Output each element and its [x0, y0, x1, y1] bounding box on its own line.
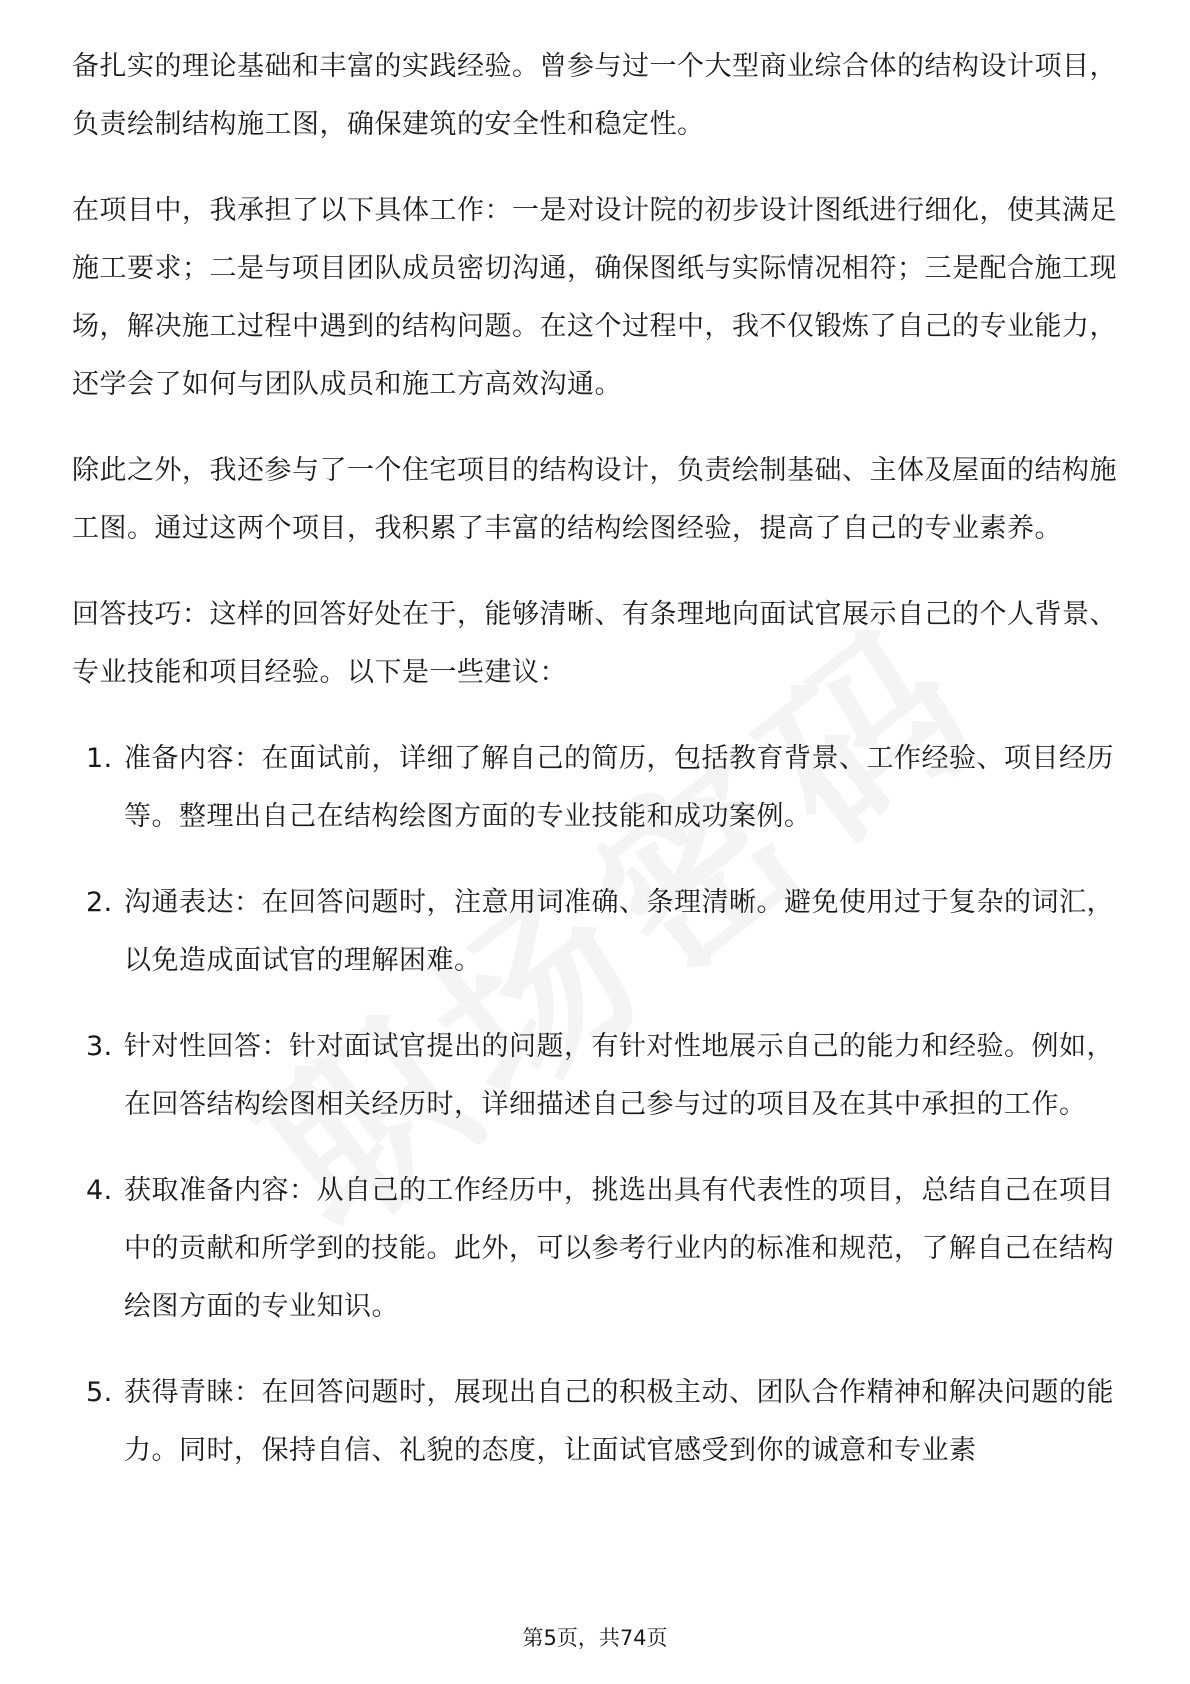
list-text: 沟通表达：在回答问题时，注意用词准确、条理清晰。避免使用过于复杂的词汇，以免造成面试官的理解困难。: [124, 887, 1114, 976]
list-number: 4.: [86, 1175, 113, 1206]
list-text: 准备内容：在面试前，详细了解自己的简历，包括教育背景、工作经验、项目经历等。整理出自己在结构绘图方面的专业技能和成功案例。: [124, 743, 1114, 832]
list-number: 2.: [86, 887, 113, 918]
list-item: [72, 1364, 1118, 1480]
paragraph: 在项目中，我承担了以下具体工作：一是对设计院的初步设计图纸进行细化，使其满足施工要求；二是与项目团队成员密切沟通，确保图纸与实际情况相符；三是配合施工现场，解决施工过程中遇到的结构问题。在这个过程中，我不仅锻炼了自己的专业能力，还学会了如何与团队成员和施工方高效沟通。: [72, 195, 1117, 400]
list-number: 3.: [86, 1031, 113, 1062]
paragraph: 备扎实的理论基础和丰富的实践经验。曾参与过一个大型商业综合体的结构设计项目，负责绘制结构施工图，确保建筑的安全性和稳定性。: [72, 51, 1117, 140]
list-number: 1.: [86, 743, 113, 774]
list-text: 获取准备内容：从自己的工作经历中，挑选出具有代表性的项目，总结自己在项目中的贡献和所学到的技能。此外，可以参考行业内的标准和规范，了解自己在结构绘图方面的专业知识。: [124, 1175, 1114, 1322]
list-number: 5.: [86, 1377, 113, 1408]
list-text: 针对性回答：针对面试官提出的问题，有针对性地展示自己的能力和经验。例如，在回答结构绘图相关经历时，详细描述自己参与过的项目及在其中承担的工作。: [124, 1031, 1114, 1120]
paragraph: 除此之外，我还参与了一个住宅项目的结构设计，负责绘制基础、主体及屋面的结构施工图。通过这两个项目，我积累了丰富的结构绘图经验，提高了自己的专业素养。: [72, 455, 1117, 544]
list-item: [72, 874, 1118, 990]
list-item: [72, 1162, 1118, 1336]
list-item: [72, 1018, 1118, 1134]
tips-list: [72, 730, 1118, 1480]
list-text: 获得青睐：在回答问题时，展现出自己的积极主动、团队合作精神和解决问题的能力。同时，保持自信、礼貌的态度，让面试官感受到你的诚意和专业素: [124, 1377, 1114, 1466]
paragraph: 回答技巧：这样的回答好处在于，能够清晰、有条理地向面试官展示自己的个人背景、专业技能和项目经验。以下是一些建议：: [72, 599, 1117, 688]
page-footer: 第5页，共74页: [522, 1626, 668, 1650]
list-item: [72, 730, 1118, 846]
page-content: [72, 38, 1118, 1508]
